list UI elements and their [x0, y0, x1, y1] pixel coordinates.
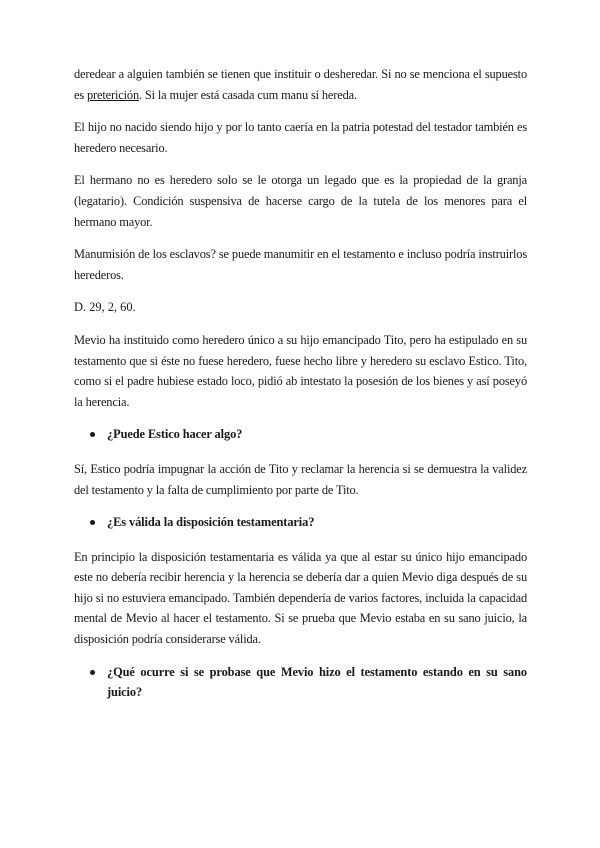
paragraph-case-statement: Mevio ha instituido como heredero único a su hijo emancipado Tito, pero ha estipulado en su testamento que si éste no fuese heredero, fuese hecho libre y heredero su esclavo Estico. Tito, como si el padre hubiese estado loco, pidió ab intestato la posesión de los bienes y así poseyó la herencia. — [74, 332, 527, 409]
question-text: ¿Qué ocurre si se probase que Mevio hizo el testamento estando en su sano juicio? — [107, 664, 527, 700]
paragraph-preterition — [74, 64, 527, 105]
question-3 — [74, 662, 527, 703]
paragraph-text: . Si la mujer está casada cum manu sí hereda. — [139, 87, 357, 102]
question-2 — [74, 512, 527, 533]
preterition-term: preterición — [86, 87, 139, 102]
paragraph-manumission: Manumisión de los esclavos? se puede manumitir en el testamento e incluso podría instruirlos herederos. — [74, 247, 527, 282]
bullet-dot-icon — [90, 670, 95, 675]
answer-2: En principio la disposición testamentaria es válida ya que al estar su único hijo emancipado este no debería recibir herencia y la herencia se debería dar a quien Mevio diga después de su hijo si no estuviera emancipado. También dependería de varios factores, incluida la capacidad mental de Mevio al hacer el testamento. Si se prueba que Mevio estaba en su sano juicio, la disposición podría considerarse válida. — [74, 549, 527, 647]
digest-reference: D. 29, 2, 60. — [74, 300, 136, 315]
paragraph-unborn-son: El hijo no nacido siendo hijo y por lo tanto caería en la patria potestad del testador también es heredero necesario. — [74, 120, 527, 155]
bullet-dot-icon — [90, 432, 95, 437]
document-page — [74, 64, 527, 717]
bullet-dot-icon — [90, 520, 95, 525]
paragraph-text: deredear a alguien también se tienen que instituir o desheredar. Si no se menciona el supuesto es — [74, 67, 527, 102]
answer-1: Sí, Estico podría impugnar la acción de Tito y reclamar la herencia si se demuestra la validez del testamento y la falta de cumplimiento por parte de Tito. — [74, 461, 527, 497]
paragraph-brother: El hermano no es heredero solo se le otorga un legado que es la propiedad de la granja (legatario). Condición suspensiva de hacerse cargo de la tutela de los menores para el hermano mayor. — [74, 173, 527, 229]
question-1 — [74, 424, 527, 445]
question-text: ¿Es válida la disposición testamentaria? — [107, 515, 315, 530]
question-text: ¿Puede Estico hacer algo? — [107, 427, 243, 442]
